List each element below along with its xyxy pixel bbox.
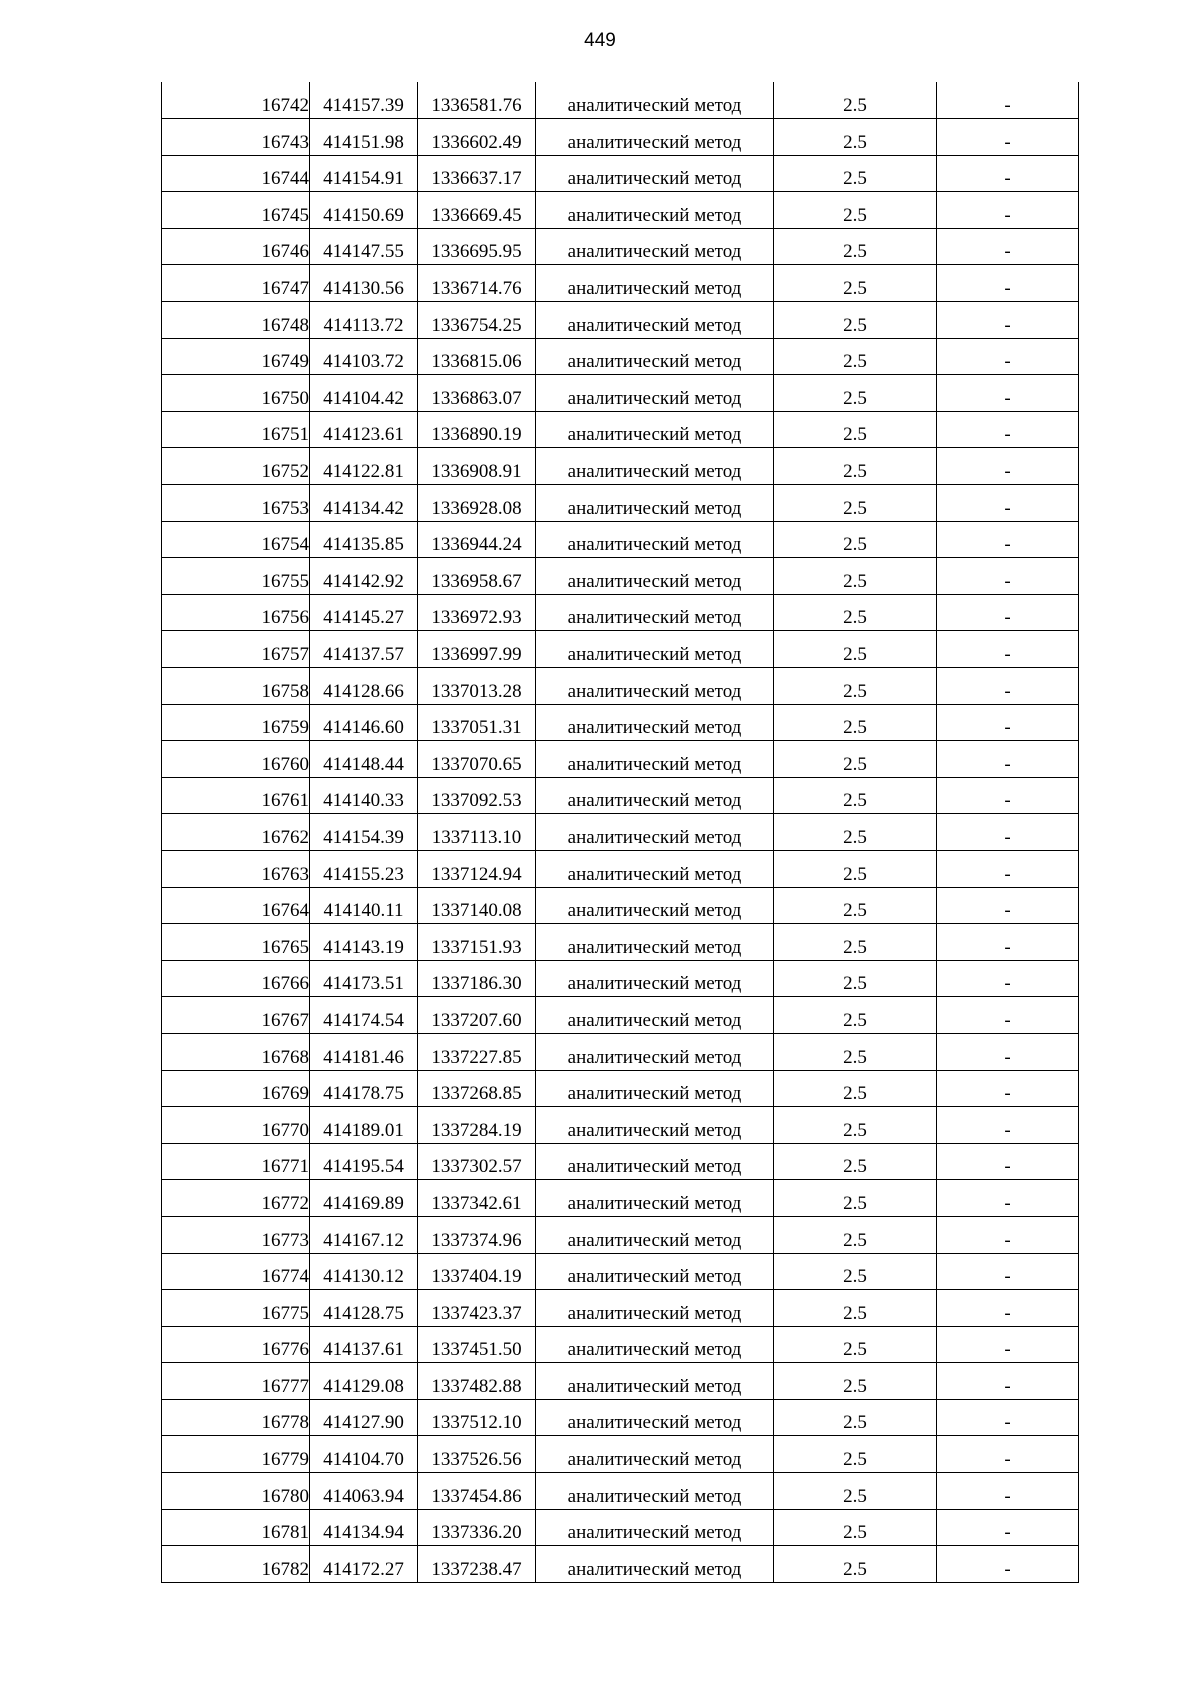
accuracy-cell: 2.5 — [774, 668, 937, 705]
note-cell: - — [937, 1546, 1079, 1583]
method-cell: аналитический метод — [536, 924, 774, 961]
y-coordinate-cell: 1336714.76 — [418, 265, 536, 302]
x-coordinate-cell: 414143.19 — [310, 924, 418, 961]
accuracy-cell: 2.5 — [774, 1326, 937, 1363]
x-coordinate-cell: 414174.54 — [310, 997, 418, 1034]
note-cell: - — [937, 1180, 1079, 1217]
note-cell: - — [937, 1143, 1079, 1180]
x-coordinate-cell: 414135.85 — [310, 521, 418, 558]
accuracy-cell: 2.5 — [774, 850, 937, 887]
note-cell: - — [937, 338, 1079, 375]
table-row — [162, 1107, 1079, 1144]
y-coordinate-cell: 1336972.93 — [418, 594, 536, 631]
note-cell: - — [937, 1107, 1079, 1144]
y-coordinate-cell: 1337512.10 — [418, 1399, 536, 1436]
method-cell: аналитический метод — [536, 375, 774, 412]
x-coordinate-cell: 414127.90 — [310, 1399, 418, 1436]
table-row — [162, 777, 1079, 814]
point-number-cell: 16780 — [162, 1473, 310, 1510]
method-cell: аналитический метод — [536, 1070, 774, 1107]
note-cell: - — [937, 228, 1079, 265]
table-row — [162, 1143, 1079, 1180]
point-number-cell: 16761 — [162, 777, 310, 814]
method-cell: аналитический метод — [536, 1326, 774, 1363]
method-cell: аналитический метод — [536, 265, 774, 302]
note-cell: - — [937, 1070, 1079, 1107]
note-cell: - — [937, 960, 1079, 997]
note-cell: - — [937, 1216, 1079, 1253]
note-cell: - — [937, 265, 1079, 302]
y-coordinate-cell: 1337207.60 — [418, 997, 536, 1034]
method-cell: аналитический метод — [536, 1143, 774, 1180]
accuracy-cell: 2.5 — [774, 411, 937, 448]
point-number-cell: 16754 — [162, 521, 310, 558]
x-coordinate-cell: 414147.55 — [310, 228, 418, 265]
note-cell: - — [937, 594, 1079, 631]
point-number-cell: 16772 — [162, 1180, 310, 1217]
table-row — [162, 155, 1079, 192]
method-cell: аналитический метод — [536, 997, 774, 1034]
method-cell: аналитический метод — [536, 1399, 774, 1436]
point-number-cell: 16766 — [162, 960, 310, 997]
x-coordinate-cell: 414195.54 — [310, 1143, 418, 1180]
note-cell: - — [937, 668, 1079, 705]
accuracy-cell: 2.5 — [774, 338, 937, 375]
accuracy-cell: 2.5 — [774, 192, 937, 229]
accuracy-cell: 2.5 — [774, 1216, 937, 1253]
coordinates-table — [161, 82, 1079, 1583]
x-coordinate-cell: 414157.39 — [310, 82, 418, 119]
point-number-cell: 16767 — [162, 997, 310, 1034]
table-row — [162, 1326, 1079, 1363]
y-coordinate-cell: 1336863.07 — [418, 375, 536, 412]
point-number-cell: 16777 — [162, 1363, 310, 1400]
table-row — [162, 1546, 1079, 1583]
point-number-cell: 16774 — [162, 1253, 310, 1290]
accuracy-cell: 2.5 — [774, 521, 937, 558]
method-cell: аналитический метод — [536, 485, 774, 522]
accuracy-cell: 2.5 — [774, 777, 937, 814]
y-coordinate-cell: 1337113.10 — [418, 814, 536, 851]
x-coordinate-cell: 414137.57 — [310, 631, 418, 668]
point-number-cell: 16773 — [162, 1216, 310, 1253]
point-number-cell: 16775 — [162, 1290, 310, 1327]
accuracy-cell: 2.5 — [774, 1290, 937, 1327]
method-cell: аналитический метод — [536, 1107, 774, 1144]
x-coordinate-cell: 414146.60 — [310, 704, 418, 741]
note-cell: - — [937, 997, 1079, 1034]
table-row — [162, 1253, 1079, 1290]
accuracy-cell: 2.5 — [774, 1180, 937, 1217]
point-number-cell: 16745 — [162, 192, 310, 229]
x-coordinate-cell: 414142.92 — [310, 558, 418, 595]
table-row — [162, 1033, 1079, 1070]
accuracy-cell: 2.5 — [774, 1399, 937, 1436]
point-number-cell: 16742 — [162, 82, 310, 119]
method-cell: аналитический метод — [536, 448, 774, 485]
point-number-cell: 16748 — [162, 302, 310, 339]
note-cell: - — [937, 704, 1079, 741]
x-coordinate-cell: 414189.01 — [310, 1107, 418, 1144]
y-coordinate-cell: 1337284.19 — [418, 1107, 536, 1144]
x-coordinate-cell: 414128.66 — [310, 668, 418, 705]
method-cell: аналитический метод — [536, 594, 774, 631]
x-coordinate-cell: 414113.72 — [310, 302, 418, 339]
accuracy-cell: 2.5 — [774, 1033, 937, 1070]
accuracy-cell: 2.5 — [774, 302, 937, 339]
table-row — [162, 1436, 1079, 1473]
x-coordinate-cell: 414154.39 — [310, 814, 418, 851]
note-cell: - — [937, 850, 1079, 887]
table-row — [162, 338, 1079, 375]
method-cell: аналитический метод — [536, 1033, 774, 1070]
method-cell: аналитический метод — [536, 155, 774, 192]
point-number-cell: 16759 — [162, 704, 310, 741]
note-cell: - — [937, 302, 1079, 339]
point-number-cell: 16760 — [162, 741, 310, 778]
x-coordinate-cell: 414150.69 — [310, 192, 418, 229]
note-cell: - — [937, 155, 1079, 192]
x-coordinate-cell: 414181.46 — [310, 1033, 418, 1070]
method-cell: аналитический метод — [536, 777, 774, 814]
y-coordinate-cell: 1337336.20 — [418, 1509, 536, 1546]
point-number-cell: 16750 — [162, 375, 310, 412]
x-coordinate-cell: 414145.27 — [310, 594, 418, 631]
accuracy-cell: 2.5 — [774, 924, 937, 961]
table-row — [162, 1399, 1079, 1436]
table-row — [162, 375, 1079, 412]
table-row — [162, 1290, 1079, 1327]
table-row — [162, 228, 1079, 265]
table-row — [162, 558, 1079, 595]
method-cell: аналитический метод — [536, 1509, 774, 1546]
y-coordinate-cell: 1336890.19 — [418, 411, 536, 448]
point-number-cell: 16751 — [162, 411, 310, 448]
accuracy-cell: 2.5 — [774, 228, 937, 265]
accuracy-cell: 2.5 — [774, 1436, 937, 1473]
note-cell: - — [937, 375, 1079, 412]
accuracy-cell: 2.5 — [774, 887, 937, 924]
accuracy-cell: 2.5 — [774, 631, 937, 668]
x-coordinate-cell: 414154.91 — [310, 155, 418, 192]
table-row — [162, 119, 1079, 156]
note-cell: - — [937, 631, 1079, 668]
method-cell: аналитический метод — [536, 1290, 774, 1327]
x-coordinate-cell: 414172.27 — [310, 1546, 418, 1583]
method-cell: аналитический метод — [536, 1546, 774, 1583]
accuracy-cell: 2.5 — [774, 704, 937, 741]
method-cell: аналитический метод — [536, 1363, 774, 1400]
y-coordinate-cell: 1337140.08 — [418, 887, 536, 924]
coordinates-table-body — [162, 82, 1079, 1582]
y-coordinate-cell: 1336815.06 — [418, 338, 536, 375]
y-coordinate-cell: 1336997.99 — [418, 631, 536, 668]
point-number-cell: 16765 — [162, 924, 310, 961]
table-row — [162, 1180, 1079, 1217]
method-cell: аналитический метод — [536, 302, 774, 339]
x-coordinate-cell: 414173.51 — [310, 960, 418, 997]
y-coordinate-cell: 1336958.67 — [418, 558, 536, 595]
x-coordinate-cell: 414137.61 — [310, 1326, 418, 1363]
method-cell: аналитический метод — [536, 228, 774, 265]
y-coordinate-cell: 1336928.08 — [418, 485, 536, 522]
point-number-cell: 16758 — [162, 668, 310, 705]
y-coordinate-cell: 1337227.85 — [418, 1033, 536, 1070]
point-number-cell: 16770 — [162, 1107, 310, 1144]
table-row — [162, 1509, 1079, 1546]
y-coordinate-cell: 1336695.95 — [418, 228, 536, 265]
y-coordinate-cell: 1336669.45 — [418, 192, 536, 229]
accuracy-cell: 2.5 — [774, 1143, 937, 1180]
point-number-cell: 16768 — [162, 1033, 310, 1070]
method-cell: аналитический метод — [536, 338, 774, 375]
y-coordinate-cell: 1337238.47 — [418, 1546, 536, 1583]
table-row — [162, 265, 1079, 302]
y-coordinate-cell: 1337151.93 — [418, 924, 536, 961]
point-number-cell: 16782 — [162, 1546, 310, 1583]
note-cell: - — [937, 1033, 1079, 1070]
note-cell: - — [937, 1326, 1079, 1363]
y-coordinate-cell: 1336602.49 — [418, 119, 536, 156]
accuracy-cell: 2.5 — [774, 1253, 937, 1290]
y-coordinate-cell: 1337070.65 — [418, 741, 536, 778]
y-coordinate-cell: 1337051.31 — [418, 704, 536, 741]
x-coordinate-cell: 414104.42 — [310, 375, 418, 412]
y-coordinate-cell: 1337482.88 — [418, 1363, 536, 1400]
accuracy-cell: 2.5 — [774, 1070, 937, 1107]
y-coordinate-cell: 1337374.96 — [418, 1216, 536, 1253]
method-cell: аналитический метод — [536, 558, 774, 595]
method-cell: аналитический метод — [536, 119, 774, 156]
y-coordinate-cell: 1336637.17 — [418, 155, 536, 192]
table-row — [162, 192, 1079, 229]
accuracy-cell: 2.5 — [774, 82, 937, 119]
accuracy-cell: 2.5 — [774, 119, 937, 156]
point-number-cell: 16749 — [162, 338, 310, 375]
note-cell: - — [937, 558, 1079, 595]
note-cell: - — [937, 1363, 1079, 1400]
x-coordinate-cell: 414151.98 — [310, 119, 418, 156]
accuracy-cell: 2.5 — [774, 558, 937, 595]
x-coordinate-cell: 414130.56 — [310, 265, 418, 302]
y-coordinate-cell: 1337526.56 — [418, 1436, 536, 1473]
method-cell: аналитический метод — [536, 887, 774, 924]
x-coordinate-cell: 414129.08 — [310, 1363, 418, 1400]
table-row — [162, 1473, 1079, 1510]
table-row — [162, 594, 1079, 631]
table-row — [162, 924, 1079, 961]
x-coordinate-cell: 414122.81 — [310, 448, 418, 485]
x-coordinate-cell: 414130.12 — [310, 1253, 418, 1290]
y-coordinate-cell: 1337451.50 — [418, 1326, 536, 1363]
y-coordinate-cell: 1337404.19 — [418, 1253, 536, 1290]
x-coordinate-cell: 414178.75 — [310, 1070, 418, 1107]
point-number-cell: 16781 — [162, 1509, 310, 1546]
table-row — [162, 411, 1079, 448]
x-coordinate-cell: 414140.11 — [310, 887, 418, 924]
point-number-cell: 16762 — [162, 814, 310, 851]
method-cell: аналитический метод — [536, 960, 774, 997]
table-row — [162, 668, 1079, 705]
point-number-cell: 16757 — [162, 631, 310, 668]
x-coordinate-cell: 414148.44 — [310, 741, 418, 778]
accuracy-cell: 2.5 — [774, 960, 937, 997]
method-cell: аналитический метод — [536, 192, 774, 229]
accuracy-cell: 2.5 — [774, 485, 937, 522]
note-cell: - — [937, 814, 1079, 851]
accuracy-cell: 2.5 — [774, 155, 937, 192]
x-coordinate-cell: 414167.12 — [310, 1216, 418, 1253]
method-cell: аналитический метод — [536, 1253, 774, 1290]
y-coordinate-cell: 1336754.25 — [418, 302, 536, 339]
x-coordinate-cell: 414103.72 — [310, 338, 418, 375]
table-row — [162, 850, 1079, 887]
point-number-cell: 16764 — [162, 887, 310, 924]
point-number-cell: 16747 — [162, 265, 310, 302]
y-coordinate-cell: 1337268.85 — [418, 1070, 536, 1107]
accuracy-cell: 2.5 — [774, 1546, 937, 1583]
x-coordinate-cell: 414155.23 — [310, 850, 418, 887]
accuracy-cell: 2.5 — [774, 741, 937, 778]
method-cell: аналитический метод — [536, 741, 774, 778]
note-cell: - — [937, 521, 1079, 558]
note-cell: - — [937, 448, 1079, 485]
method-cell: аналитический метод — [536, 1216, 774, 1253]
table-row — [162, 741, 1079, 778]
note-cell: - — [937, 1509, 1079, 1546]
table-row — [162, 82, 1079, 119]
note-cell: - — [937, 741, 1079, 778]
note-cell: - — [937, 777, 1079, 814]
accuracy-cell: 2.5 — [774, 375, 937, 412]
x-coordinate-cell: 414134.42 — [310, 485, 418, 522]
table-row — [162, 1363, 1079, 1400]
y-coordinate-cell: 1337302.57 — [418, 1143, 536, 1180]
point-number-cell: 16771 — [162, 1143, 310, 1180]
y-coordinate-cell: 1337186.30 — [418, 960, 536, 997]
method-cell: аналитический метод — [536, 814, 774, 851]
x-coordinate-cell: 414104.70 — [310, 1436, 418, 1473]
table-row — [162, 521, 1079, 558]
point-number-cell: 16753 — [162, 485, 310, 522]
point-number-cell: 16755 — [162, 558, 310, 595]
point-number-cell: 16776 — [162, 1326, 310, 1363]
point-number-cell: 16779 — [162, 1436, 310, 1473]
note-cell: - — [937, 192, 1079, 229]
table-row — [162, 887, 1079, 924]
table-row — [162, 1070, 1079, 1107]
method-cell: аналитический метод — [536, 631, 774, 668]
table-row — [162, 814, 1079, 851]
accuracy-cell: 2.5 — [774, 594, 937, 631]
y-coordinate-cell: 1337092.53 — [418, 777, 536, 814]
accuracy-cell: 2.5 — [774, 1473, 937, 1510]
y-coordinate-cell: 1337342.61 — [418, 1180, 536, 1217]
page-number: 449 — [584, 30, 616, 51]
note-cell: - — [937, 924, 1079, 961]
note-cell: - — [937, 411, 1079, 448]
y-coordinate-cell: 1337013.28 — [418, 668, 536, 705]
note-cell: - — [937, 485, 1079, 522]
x-coordinate-cell: 414123.61 — [310, 411, 418, 448]
table-row — [162, 485, 1079, 522]
note-cell: - — [937, 119, 1079, 156]
accuracy-cell: 2.5 — [774, 1107, 937, 1144]
table-row — [162, 448, 1079, 485]
x-coordinate-cell: 414128.75 — [310, 1290, 418, 1327]
point-number-cell: 16743 — [162, 119, 310, 156]
y-coordinate-cell: 1336581.76 — [418, 82, 536, 119]
method-cell: аналитический метод — [536, 521, 774, 558]
point-number-cell: 16744 — [162, 155, 310, 192]
point-number-cell: 16769 — [162, 1070, 310, 1107]
table-row — [162, 1216, 1079, 1253]
method-cell: аналитический метод — [536, 1180, 774, 1217]
table-row — [162, 302, 1079, 339]
accuracy-cell: 2.5 — [774, 997, 937, 1034]
point-number-cell: 16752 — [162, 448, 310, 485]
note-cell: - — [937, 1473, 1079, 1510]
method-cell: аналитический метод — [536, 1436, 774, 1473]
method-cell: аналитический метод — [536, 668, 774, 705]
x-coordinate-cell: 414169.89 — [310, 1180, 418, 1217]
note-cell: - — [937, 1399, 1079, 1436]
point-number-cell: 16756 — [162, 594, 310, 631]
note-cell: - — [937, 82, 1079, 119]
note-cell: - — [937, 1290, 1079, 1327]
table-row — [162, 631, 1079, 668]
method-cell: аналитический метод — [536, 704, 774, 741]
y-coordinate-cell: 1336944.24 — [418, 521, 536, 558]
method-cell: аналитический метод — [536, 1473, 774, 1510]
method-cell: аналитический метод — [536, 411, 774, 448]
table-row — [162, 960, 1079, 997]
point-number-cell: 16763 — [162, 850, 310, 887]
accuracy-cell: 2.5 — [774, 814, 937, 851]
note-cell: - — [937, 1253, 1079, 1290]
table-row — [162, 997, 1079, 1034]
accuracy-cell: 2.5 — [774, 1363, 937, 1400]
x-coordinate-cell: 414063.94 — [310, 1473, 418, 1510]
x-coordinate-cell: 414134.94 — [310, 1509, 418, 1546]
point-number-cell: 16778 — [162, 1399, 310, 1436]
y-coordinate-cell: 1337423.37 — [418, 1290, 536, 1327]
accuracy-cell: 2.5 — [774, 448, 937, 485]
method-cell: аналитический метод — [536, 850, 774, 887]
y-coordinate-cell: 1337454.86 — [418, 1473, 536, 1510]
y-coordinate-cell: 1336908.91 — [418, 448, 536, 485]
note-cell: - — [937, 1436, 1079, 1473]
point-number-cell: 16746 — [162, 228, 310, 265]
note-cell: - — [937, 887, 1079, 924]
accuracy-cell: 2.5 — [774, 1509, 937, 1546]
table-row — [162, 704, 1079, 741]
accuracy-cell: 2.5 — [774, 265, 937, 302]
y-coordinate-cell: 1337124.94 — [418, 850, 536, 887]
x-coordinate-cell: 414140.33 — [310, 777, 418, 814]
method-cell: аналитический метод — [536, 82, 774, 119]
